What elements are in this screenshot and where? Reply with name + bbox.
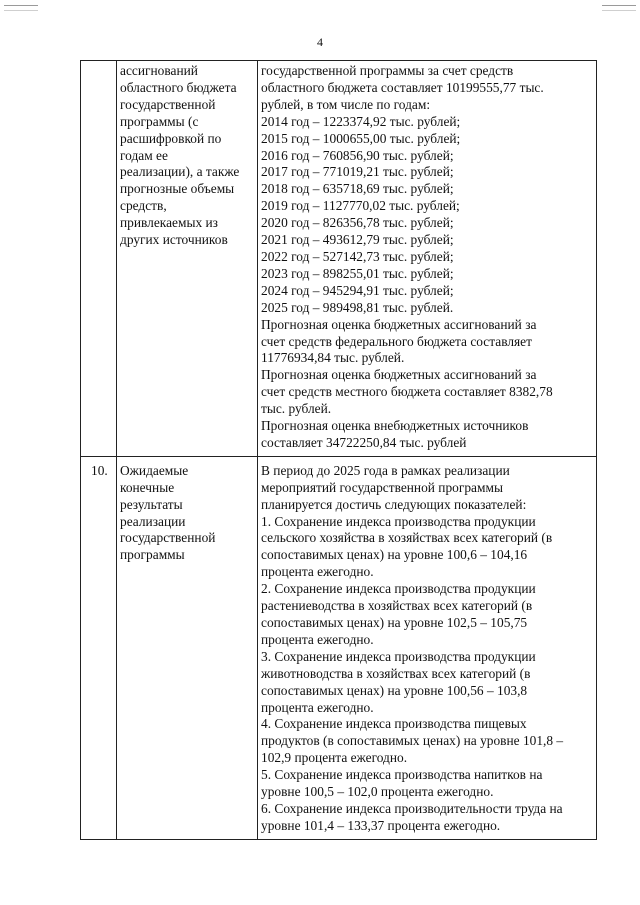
year-line: 2021 год – 493612,79 тыс. рублей; [261,232,454,248]
year-line: 2022 год – 527142,73 тыс. рублей; [261,248,454,264]
year-line: 2014 год – 1223374,92 тыс. рублей; [261,113,461,129]
indicator-line: сопоставимых ценах) на уровне 102,5 – 105,75 [261,615,528,630]
label-line: конечные [120,479,175,495]
label-line: Ожидаемые [120,462,189,478]
table-row [81,61,597,457]
content-line: областного бюджета составляет 10199555,77 тыс. [261,79,544,95]
indicator-line: 102,9 процента ежегодно. [261,750,408,766]
indicator-line: 5. Сохранение индекса производства напитков на [261,767,543,783]
row-number-cell: 10. [81,456,117,839]
indicator-line: растениеводства в хозяйствах всех категорий (в [261,598,533,614]
indicator-line: уровне 101,4 – 133,37 процента ежегодно. [261,817,501,833]
indicator-line: 2. Сохранение индекса производства продукции [261,581,536,597]
indicator-line: процента ежегодно. [261,699,374,715]
row-label-cell [117,456,258,839]
label-line: средств, [120,198,167,214]
content-line: мероприятий государственной программы [261,479,503,495]
label-line: государственной [120,530,216,546]
year-line: 2019 год – 1127770,02 тыс. рублей; [261,198,460,214]
indicator-line: животноводства в хозяйствах всех категорий (в [261,665,531,681]
content-line: Прогнозная оценка бюджетных ассигнований за [261,367,537,383]
content-line: Прогнозная оценка внебюджетных источников [261,418,529,434]
indicator-line: продуктов (в сопоставимых ценах) на уровне 101,8 – [261,733,564,749]
indicator-line: сопоставимых ценах) на уровне 100,6 – 104,16 [261,547,528,563]
scan-edge-mark-right [602,5,636,11]
content-line: счет средств федерального бюджета составляет [261,333,532,349]
year-line: 2018 год – 635718,69 тыс. рублей; [261,181,454,197]
page-number: 4 [317,35,323,49]
label-line: расшифровкой по [120,130,222,146]
indicator-line: сопоставимых ценах) на уровне 100,56 – 103,8 [261,682,528,698]
indicator-line: 6. Сохранение индекса производительности труда на [261,800,563,816]
label-line: годам ее [120,147,168,163]
label-line: реализации), а также [120,164,240,180]
content-line: государственной программы за счет средств [261,63,514,78]
passport-table [80,60,597,840]
label-line: прогнозные объемы [120,181,235,197]
content-line: 11776934,84 тыс. рублей. [261,350,405,366]
label-line: ассигнований [120,63,198,78]
content-line: рублей, в том числе по годам: [261,96,431,112]
indicator-line: уровне 100,5 – 102,0 процента ежегодно. [261,784,494,800]
label-line: программы [120,547,185,563]
content-line: планируется достичь следующих показателей: [261,496,527,512]
content-line: тыс. рублей. [261,401,332,417]
table-row [81,456,597,839]
label-line: государственной [120,96,216,112]
scan-edge-mark-left [4,5,38,11]
indicator-line: процента ежегодно. [261,564,374,580]
year-line: 2023 год – 898255,01 тыс. рублей; [261,265,454,281]
label-line: других источников [120,232,228,248]
row-content-cell [258,61,597,457]
label-line: программы (с [120,113,199,129]
content-line: счет средств местного бюджета составляет 8382,78 [261,384,553,400]
year-line: 2020 год – 826356,78 тыс. рублей; [261,215,454,231]
label-line: результаты [120,496,183,512]
content-line: Прогнозная оценка бюджетных ассигнований за [261,316,537,332]
year-line: 2024 год – 945294,91 тыс. рублей; [261,282,454,298]
row-content-cell [258,456,597,839]
indicator-line: 1. Сохранение индекса производства продукции [261,513,536,529]
year-line: 2025 год – 989498,81 тыс. рублей. [261,299,454,315]
indicator-line: 3. Сохранение индекса производства продукции [261,648,536,664]
indicator-line: 4. Сохранение индекса производства пищевых [261,716,527,732]
indicator-line: сельского хозяйства в хозяйствах всех категорий (в [261,530,553,546]
year-line: 2015 год – 1000655,00 тыс. рублей; [261,130,461,146]
label-line: реализации [120,513,186,529]
year-line: 2017 год – 771019,21 тыс. рублей; [261,164,454,180]
label-line: областного бюджета [120,79,237,95]
indicator-line: процента ежегодно. [261,631,374,647]
year-line: 2016 год – 760856,90 тыс. рублей; [261,147,454,163]
content-line: В период до 2025 года в рамках реализации [261,462,510,478]
label-line: привлекаемых из [120,215,218,231]
row-label-cell [117,61,258,457]
row-number-cell [81,61,117,457]
content-line: составляет 34722250,84 тыс. рублей [261,434,467,450]
